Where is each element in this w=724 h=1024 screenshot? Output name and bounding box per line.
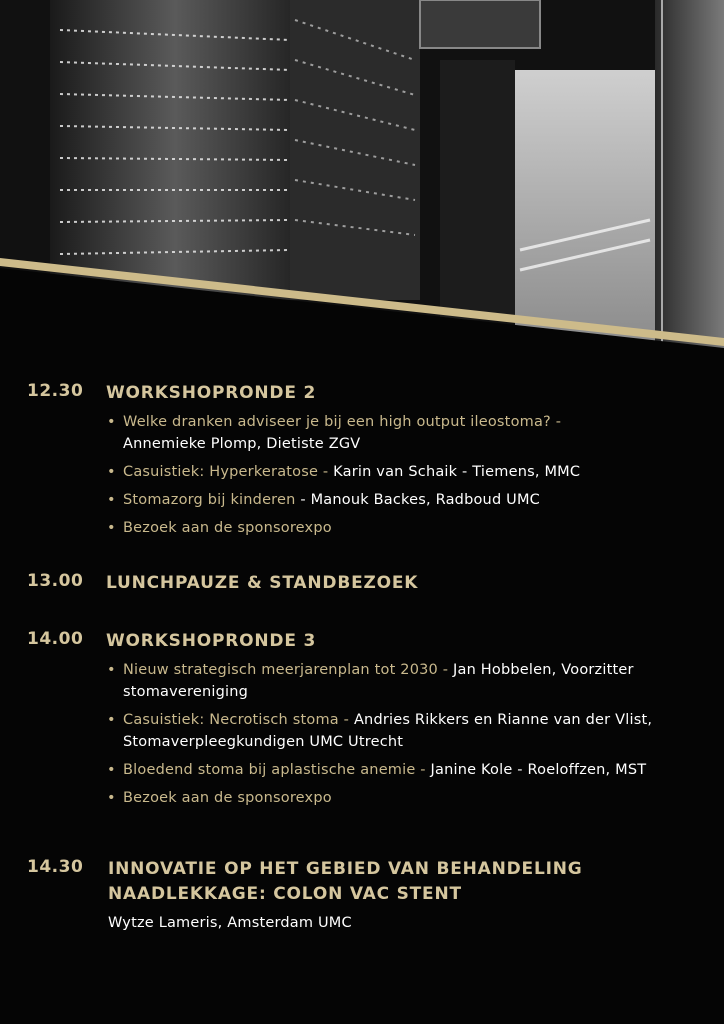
session-time: 12.30	[27, 381, 84, 401]
session-time: 13.00	[27, 571, 84, 591]
session-speaker: Wytze Lameris, Amsterdam UMC	[108, 915, 352, 931]
session-items	[106, 411, 706, 545]
session-time: 14.00	[27, 629, 84, 649]
item-topic: Welke dranken adviseer je bij een high output ileostoma? -	[123, 414, 562, 430]
item-speaker: Annemieke Plomp, Dietiste ZGV	[123, 436, 361, 452]
session-title: WORKSHOPRONDE 3	[106, 631, 317, 651]
item-topic: Casuistiek: Necrotisch stoma -	[123, 712, 350, 728]
list-item	[106, 517, 706, 539]
venue-photo	[0, 0, 724, 370]
list-item	[106, 489, 706, 511]
session-items	[106, 659, 702, 815]
item-topic: Bloedend stoma bij aplastische anemie -	[123, 762, 426, 778]
list-item	[106, 709, 702, 753]
session-title: LUNCHPAUZE & STANDBEZOEK	[106, 573, 419, 593]
session-title-line1: INNOVATIE OP HET GEBIED VAN BEHANDELING	[108, 859, 583, 879]
item-topic: Casuistiek: Hyperkeratose -	[123, 464, 329, 480]
item-speaker: Janine Kole - Roeloffzen, MST	[430, 762, 647, 778]
item-topic: Bezoek aan de sponsorexpo	[123, 790, 332, 806]
list-item	[106, 659, 702, 703]
session-title: WORKSHOPRONDE 2	[106, 383, 317, 403]
list-item	[106, 461, 706, 483]
list-item	[106, 787, 702, 809]
item-topic: Nieuw strategisch meerjarenplan tot 2030 -	[123, 662, 449, 678]
list-item	[106, 411, 706, 455]
item-speaker: Jan Hobbelen, Voorzitter stomavereniging	[123, 662, 634, 700]
item-speaker: Andries Rikkers en Rianne van der Vlist, Stomaverpleegkundigen UMC Utrecht	[123, 712, 653, 750]
item-speaker: - Manouk Backes, Radboud UMC	[300, 492, 541, 508]
item-speaker: Karin van Schaik - Tiemens, MMC	[333, 464, 581, 480]
item-topic: Stomazorg bij kinderen	[123, 492, 296, 508]
session-time: 14.30	[27, 857, 84, 877]
item-topic: Bezoek aan de sponsorexpo	[123, 520, 332, 536]
session-title	[108, 857, 583, 907]
list-item	[106, 759, 702, 781]
session-title-line2: NAADLEKKAGE: COLON VAC STENT	[108, 884, 462, 904]
